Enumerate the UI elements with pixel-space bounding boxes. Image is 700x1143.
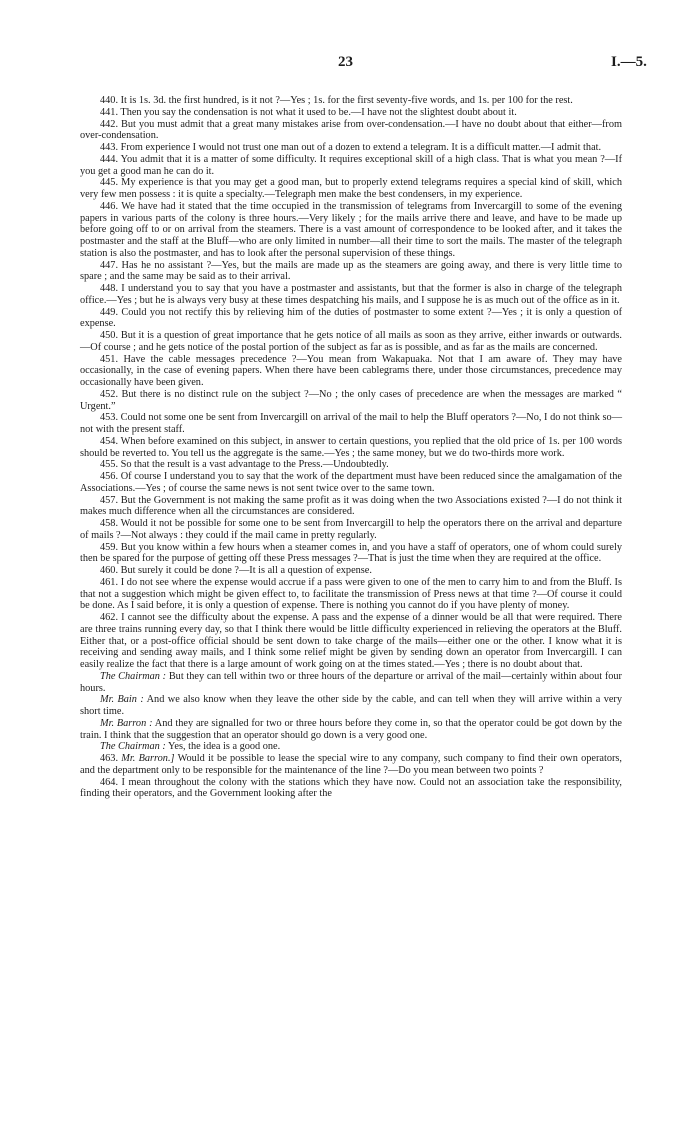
paragraph-text: 455. So that the result is a vast advantage to the Press.—Undoubtedly. <box>100 459 389 471</box>
paragraph-text: 445. My experience is that you may get a good man, but to properly extend telegrams requires a special kind of skill, which very few men possess : it is quite a specialty.—Telegraph men make the best condensers, in my experience. <box>80 177 622 200</box>
speaker-name: The Chairman : <box>100 741 166 753</box>
paragraph <box>80 565 622 577</box>
paragraph <box>80 777 622 801</box>
paragraph-text: 451. Have the cable messages precedence ?—You mean from Wakapuaka. Not that I am aware of. They may have occasionally, in the case of evening papers. When there have been cablegrams there, under those circumstances, precedence may occasionally have been given. <box>80 353 622 388</box>
paragraph-text: 449. Could you not rectify this by relieving him of the duties of postmaster to some extent ?—Yes ; it is only a question of expense. <box>80 306 622 330</box>
paragraph-text: 443. From experience I would not trust one man out of a dozen to extend a telegram. It is a difficult matter.—I admit that. <box>100 142 602 153</box>
paragraph <box>80 495 622 519</box>
paragraph <box>80 753 622 777</box>
paragraph <box>80 741 622 753</box>
paragraph-text: 460. But surely it could be done ?—It is all a question of expense. <box>100 565 372 576</box>
paragraph <box>80 459 622 471</box>
paragraph <box>80 612 622 671</box>
paragraph-text: 454. When before examined on this subject, in answer to certain questions, you replied that the old price of 1s. per 100 words should be reverted to. You tell us the aggregate is the same.—Yes ; the same money, but we do two-thirds more work. <box>80 435 622 459</box>
paragraph <box>80 412 622 436</box>
page-header <box>0 54 700 78</box>
paragraph-text: 448. I understand you to say that you have a postmaster and assistants, but that the former is also in charge of the telegraph office.—Yes ; but he is always very busy at these times despatching his mails, and I suppose he is as much out of the office as in it. <box>80 283 622 306</box>
paragraph-text: 444. You admit that it is a matter of some difficulty. It requires exceptional skill of a high class. That is what you mean ?—If you get a good man he can do it. <box>80 153 622 177</box>
page-number: 23 <box>338 54 353 70</box>
paragraph <box>80 671 622 695</box>
paragraph-text: 453. Could not some one be sent from Invercargill on arrival of the mail to help the Bluff operators ?—No, I do not think so—not with the present staff. <box>80 412 622 435</box>
speaker-name: Mr. Bain : <box>100 694 144 706</box>
paragraph <box>80 177 622 201</box>
paragraph-text: 458. Would it not be possible for some one to be sent from Invercargill to help the operators there on the arrival and departure of mails ?—Not always : they could if the mail came in pretty regularly. <box>80 518 622 541</box>
paragraph <box>80 201 622 260</box>
paragraph-text: 440. It is 1s. 3d. the first hundred, is it not ?—Yes ; 1s. for the first seventy-five words, and 1s. per 100 for the rest. <box>100 95 573 106</box>
paragraph-text: 459. But you know within a few hours when a steamer comes in, and you have a staff of operators, one of whom could surely then be spared for the purpose of getting off these Press messages ?—That is just the time when they are required at the office. <box>80 541 622 565</box>
paragraph <box>80 154 622 178</box>
paragraph <box>80 107 622 119</box>
paragraph-text: 446. We have had it stated that the time occupied in the transmission of telegrams from Invercargill to some of the evening papers in various parts of the colony is three hours.—Very likely ; for the mails arrive there and leave, and have to be made up before going off to or on arrival from the steamers. There is a vast amount of correspondence to be looked after, and it takes the postmaster and the staff at the Bluff—who are only limited in number—all their time to sort the mails. The master of the telegraph station is also the postmaster, and has to look after the personal supervision of these things. <box>80 200 622 259</box>
paragraph <box>80 542 622 566</box>
paragraph-text: 456. Of course I understand you to say that the work of the department must have been reduced since the amalgamation of the Associations.—Yes ; of course the same news is not sent twice over to the same town. <box>80 471 622 494</box>
speaker-name: The Chairman : <box>100 670 167 682</box>
paragraph-text: 441. Then you say the condensation is not what it used to be.—I have not the slightest doubt about it. <box>100 106 517 118</box>
paragraph <box>80 142 622 154</box>
paragraph <box>80 330 622 354</box>
paragraph <box>80 471 622 495</box>
paragraph <box>80 694 622 718</box>
document-body <box>80 95 622 800</box>
paragraph <box>80 95 622 107</box>
paragraph-text: Would it be possible to lease the special wire to any company, such company to find their own operators, and the department only to be responsible for the maintenance of the line ?—Do you mean between two points ? <box>80 753 623 776</box>
paragraph <box>80 260 622 284</box>
paragraph-text: But they can tell within two or three hours of the departure or arrival of the mail—certainly within about four hours. <box>80 670 622 694</box>
paragraph-text: 442. But you must admit that a great many mistakes arise from over-condensation.—I have no doubt about that either—from over-condensation. <box>80 118 622 142</box>
paragraph <box>80 389 622 413</box>
paragraph <box>80 718 622 742</box>
document-reference: I.—5. <box>611 54 647 70</box>
paragraph-text: And we also know when they leave the other side by the cable, and can tell when they will arrive within a very short time. <box>80 694 622 717</box>
paragraph <box>80 354 622 389</box>
paragraph <box>80 436 622 460</box>
paragraph-text: 447. Has he no assistant ?—Yes, but the mails are made up as the steamers are going away, and there is very little time to spare ; and the same may be said as to their arrival. <box>80 259 622 283</box>
paragraph-text: 452. But there is no distinct rule on the subject ?—No ; the only cases of precedence are when the messages are marked “ Urgent.” <box>80 388 622 412</box>
paragraph <box>80 307 622 331</box>
paragraph-text: And they are signalled for two or three hours before they come in, so that the operator could be got down by the train. I think that the suggestion that an operator should go down is a very good one. <box>80 717 622 741</box>
paragraph-text: 464. I mean throughout the colony with the stations which they have now. Could not an association take the responsibility, finding their operators, and the Government looking after the <box>80 776 622 800</box>
question-number: 463. <box>100 753 122 764</box>
speaker-name: Mr. Barron.] <box>121 753 175 764</box>
paragraph <box>80 119 622 143</box>
paragraph-text: 462. I cannot see the difficulty about the expense. A pass and the expense of a dinner would be all that were required. There are three trains running every day, so that I think there would be little difficulty experienced in relieving the operators at the Bluff. Either that, or a post-office official should be sent down to take charge of the mails—either one or the other. I know what it is receiving and sending away mails, and I think some relief might be given by sending down an operator from Invercargill. I can easily realize the fact that there is a large amount of work going on at the times stated.—Yes ; there is no doubt about that. <box>80 612 622 670</box>
paragraph-text: Yes, the idea is a good one. <box>165 741 281 753</box>
paragraph <box>80 518 622 542</box>
paragraph <box>80 577 622 612</box>
paragraph-text: 450. But it is a question of great importance that he gets notice of all mails as soon as they arrive, either inwards or outwards.—Of course ; and he gets notice of the postal portion of the subject as far as is possible, and as far as the mails are concerned. <box>80 330 622 353</box>
paragraph <box>80 283 622 307</box>
speaker-name: Mr. Barron : <box>100 717 153 729</box>
paragraph-text: 461. I do not see where the expense would accrue if a pass were given to one of the men to carry him to and from the Bluff. Is that not a suggestion which might be given effect to, to facilitate the transmission of Press news at that time ?—Of course it could be done. As I said before, it is only a question of expense. There is nothing you cannot do if you have plenty of money. <box>80 576 622 612</box>
paragraph-text: 457. But the Government is not making the same profit as it was doing when the two Associations existed ?—I do not think it makes much difference when all the circumstances are considered. <box>80 494 622 518</box>
